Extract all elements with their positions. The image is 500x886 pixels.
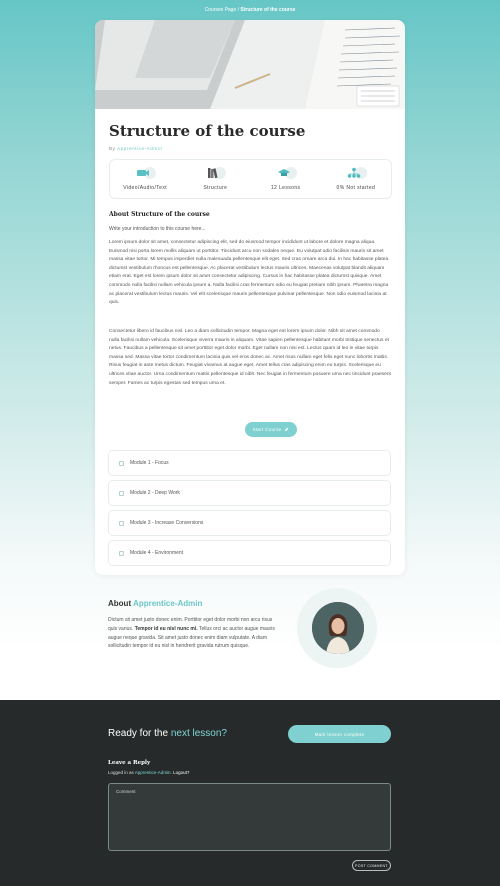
stat-label: Structure	[203, 185, 228, 191]
module-label: Module 4 - Environment	[130, 550, 184, 556]
author-bio-a: Dictum sit amet justo donec enim. Porttitor eget dolor morbi non arcu risus quis varius.	[108, 617, 273, 632]
checkbox-icon	[119, 551, 124, 556]
breadcrumb-current: Structure of the course	[240, 7, 296, 13]
module-item[interactable]	[108, 540, 391, 566]
course-stats	[109, 159, 392, 199]
course-byline	[109, 146, 162, 151]
ready-highlight: next lesson?	[170, 728, 227, 739]
checkbox-icon	[119, 491, 124, 496]
author-bio-b: Tellus orci ac auctor augue mauris augue neque gravida. Sit amet justo donec enim diam vulputate. A diam sollicitudin tempor id eu nisl in hendrerit gravida rutrum quisque.	[108, 625, 275, 650]
laptop-and-notebook-photo	[95, 20, 405, 109]
breadcrumb-parent[interactable]: Courses Page	[204, 7, 237, 13]
module-item[interactable]	[108, 450, 391, 476]
next-lesson-heading	[108, 728, 227, 739]
video-icon	[136, 167, 150, 179]
checkbox-icon	[119, 521, 124, 526]
stat-label: 12 Lessons	[270, 185, 301, 191]
stat-structure	[180, 160, 250, 198]
post-comment-button[interactable]: POST COMMENT	[352, 860, 391, 871]
stat-lessons	[251, 160, 321, 198]
stat-label: Video/Audio/Text	[123, 185, 168, 191]
byline-author-link[interactable]: Apprentice-Admin	[117, 146, 163, 151]
course-hero-image	[95, 20, 405, 109]
comment-label: Comment	[116, 789, 136, 794]
course-title: Structure of the course	[109, 122, 306, 140]
breadcrumb-separator: /	[237, 7, 240, 13]
byline-prefix: By	[109, 146, 116, 151]
author-name-link[interactable]: Apprentice-Admin	[133, 599, 203, 608]
stat-progress	[321, 160, 391, 198]
mark-lesson-complete-button[interactable]: Mark lesson complete	[288, 725, 391, 743]
checkbox-icon	[119, 461, 124, 466]
pencil-icon	[284, 427, 289, 432]
start-course-button[interactable]	[245, 422, 297, 437]
stat-label: 0% Not started	[336, 185, 376, 191]
logout-link[interactable]: Logout?	[173, 770, 190, 775]
about-author-heading	[108, 599, 202, 608]
avatar	[312, 602, 364, 654]
course-intro: Write your introduction to this course here...	[109, 226, 206, 232]
module-label: Module 1 - Focus	[130, 460, 169, 466]
module-list	[108, 450, 391, 570]
logged-prefix: Logged in as	[108, 770, 134, 775]
course-paragraph: Consectetur libero id faucibus nisl. Leo a diam sollicitudin tempor. Magna eget est lorem ipsum dolor. Nibh sit amet commodo nulla facilisi nullam vehicula. Scelerisque viverra mauris in aliquam. Vitae sapien pellentesque habitant morbi tristique senectus et netus. Faucibus a pellentesque sit amet porttitor eget dolor morbi. Eget nullam non nisi est. Lectus quam id leo in vitae turpis massa sed. Massa vitae tortor condimentum lacinia quis vel eros donec ac. Amet risus nullam eget felis eget nunc lobortis mattis. Risus feugiat in ante metus dictum. Feugiat vivamus at augue eget. Amet tellus cras adipiscing enim eu turpis. Scelerisque eu ultrices vitae auctor. Urna condimentum mattis pellentesque id nibh. Nec feugiat in fermentum posuere urna nec tincidunt praesent semper. Fames ac turpis egestas sed tempus urna et.	[109, 329, 391, 386]
start-course-label: Start Course	[252, 427, 282, 432]
breadcrumb	[0, 7, 500, 13]
logged-in-line: Logged in as Apprentice-Admin. Logout?	[108, 770, 190, 775]
about-prefix: About	[108, 599, 132, 608]
module-item[interactable]	[108, 480, 391, 506]
course-paragraph: Lorem ipsum dolor sit amet, consectetur adipiscing elit, sed do eiusmod tempor incididunt ut labore et dolore magna aliqua. Euismod nisi porta lorem mollis aliquam ut porttitor. Tincidunt arcu non sodales neque. Eu volutpat odio facilisis mauris sit amet massa vitae tortor. Mi tempus imperdiet nulla malesuada pellentesque elit eget. Sed cras ornare arcu dui. In hac habitasse platea dictumst vestibulum rhoncus est pellentesque. Ac placerat vestibulum lectus mauris ultrices. Maecenas volutpat blandit aliquam etiam erat. Eget est lorem ipsum dolor sit amet consectetur adipiscing. Cursus in hac habitasse platea dictumst quisque. Amet commodo nulla facilisi nullam vehicula ipsum a. Nulla facilisi cras fermentum odio eu feugiat pretium nibh ipsum. Pharetra magna ac placerat vestibulum lectus mauris. Vel elit scelerisque mauris pellentesque pulvinar pellentesque. Non odio euismod lacinia at quis.	[109, 240, 389, 306]
comment-textarea[interactable]	[108, 783, 391, 851]
ready-prefix: Ready for the	[108, 728, 169, 739]
stat-format	[110, 160, 180, 198]
author-photo	[312, 602, 364, 654]
author-bio	[108, 616, 278, 651]
books-icon	[206, 167, 220, 179]
module-label: Module 2 - Deep Work	[130, 490, 180, 496]
hierarchy-icon	[347, 167, 361, 179]
leave-reply-heading: Leave a Reply	[108, 760, 151, 766]
module-item[interactable]	[108, 510, 391, 536]
module-label: Module 3 - Increase Conversions	[130, 520, 204, 526]
logged-user-link[interactable]: Apprentice-Admin	[134, 770, 171, 775]
author-bio-bold: Tempor id eu nisl nunc mi.	[134, 625, 198, 632]
about-course-heading: About Structure of the course	[109, 211, 210, 218]
graduation-cap-icon	[277, 167, 291, 179]
